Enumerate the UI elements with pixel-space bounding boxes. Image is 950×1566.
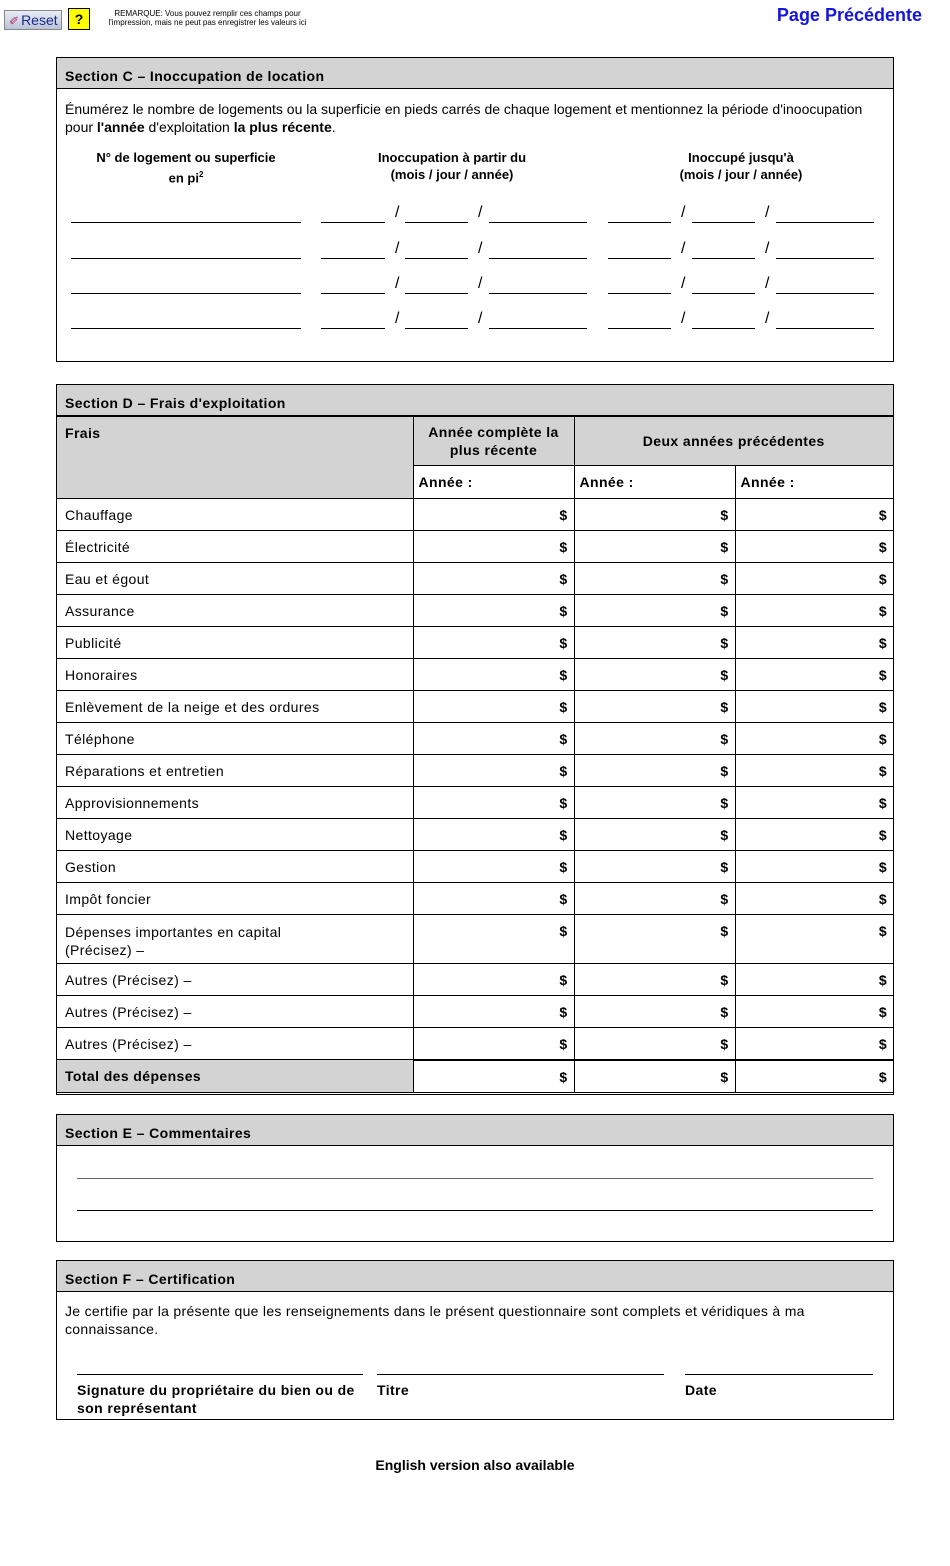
amount-field[interactable]: $ [574,659,735,691]
vacancy-row-2-field-3[interactable] [405,258,468,259]
amount-field[interactable]: $ [574,627,735,659]
expense-label: Téléphone [57,723,413,755]
amount-field[interactable]: $ [574,964,735,996]
other-expense-row [57,964,893,996]
expense-label: Approvisionnements [57,787,413,819]
vacancy-row-2-field-5[interactable] [608,258,671,259]
vacancy-row-3-field-4[interactable] [489,293,587,294]
comment-line-1[interactable] [77,1178,873,1179]
english-version-note: English version also available [375,1457,575,1473]
date-separator: / [395,240,400,257]
comment-line-2[interactable] [77,1210,873,1211]
expense-row [57,563,893,595]
amount-field[interactable]: $ [574,1060,735,1093]
vacancy-row-1-field-7[interactable] [776,222,874,223]
expense-label: Publicité [57,627,413,659]
expense-row [57,595,893,627]
date-separator: / [395,204,400,221]
date-separator: / [395,310,400,327]
vacancy-row-3-field-6[interactable] [692,293,755,294]
amount-field[interactable]: $ [413,563,574,595]
expense-label: Autres (Précisez) – [57,964,413,996]
previous-page-link[interactable]: Page Précédente [776,5,922,25]
vacancy-row-1-field-3[interactable] [405,222,468,223]
amount-field[interactable]: $ [574,531,735,563]
other-expense-row [57,996,893,1028]
section-d-title: Section D – Frais d'exploitation [57,385,893,416]
vacancy-row-3-field-1[interactable] [71,293,301,294]
amount-field[interactable]: $ [735,787,893,819]
amount-field[interactable]: $ [413,819,574,851]
expense-rows [57,499,893,1093]
amount-field[interactable]: $ [735,883,893,915]
amount-field[interactable]: $ [735,1028,893,1060]
amount-field[interactable]: $ [735,659,893,691]
expense-row [57,723,893,755]
amount-field[interactable]: $ [735,595,893,627]
amount-field[interactable]: $ [574,755,735,787]
expense-row [57,851,893,883]
date-label: Date [685,1382,717,1398]
amount-field[interactable]: $ [735,996,893,1028]
amount-field[interactable]: $ [574,723,735,755]
vacancy-row-4-field-1[interactable] [71,328,301,329]
expense-row [57,659,893,691]
date-separator: / [681,240,686,257]
expense-label: Honoraires [57,659,413,691]
expense-row [57,755,893,787]
amount-field[interactable]: $ [413,627,574,659]
expense-label: Enlèvement de la neige et des ordures [57,691,413,723]
date-separator: / [395,275,400,292]
expense-row [57,499,893,531]
signature-field[interactable] [77,1374,363,1375]
amount-field[interactable]: $ [574,595,735,627]
year-field-previous-1[interactable]: Année : [574,466,735,499]
total-label: Total des dépenses [57,1060,413,1093]
amount-field[interactable]: $ [735,563,893,595]
expense-row [57,819,893,851]
amount-field[interactable]: $ [574,563,735,595]
vacancy-row-1-field-2[interactable] [321,222,385,223]
date-separator: / [765,240,770,257]
amount-field[interactable]: $ [735,627,893,659]
remark-note: REMARQUE: Vous pouvez remplir ces champs pour l'impression, mais ne peut pas enregistrer les valeurs ici [108,9,307,27]
recent-year-header: Année complète la plus récente [413,417,574,466]
amount-field[interactable]: $ [735,755,893,787]
other-expense-row [57,1028,893,1060]
amount-field[interactable]: $ [735,915,893,964]
expense-label: Électricité [57,531,413,563]
amount-field[interactable]: $ [413,851,574,883]
expenses-table [57,416,893,1093]
year-field-recent[interactable]: Année : [413,466,574,499]
certification-text: Je certifie par la présente que les renseignements dans le présent questionnaire sont complets et véridiques à ma connaissance. [65,1303,805,1337]
vacancy-row-1-field-5[interactable] [608,222,671,223]
vacant-from-column-header: Inoccupation à partir du (mois / jour / année) [377,150,527,182]
expense-row [57,691,893,723]
vacancy-row-4-field-7[interactable] [776,328,874,329]
amount-field[interactable]: $ [735,723,893,755]
amount-field[interactable]: $ [413,787,574,819]
expense-label: Réparations et entretien [57,755,413,787]
vacancy-row-4-field-3[interactable] [405,328,468,329]
amount-field[interactable]: $ [574,819,735,851]
unit-column-header: N° de logement ou superficie en $pi^2$ [96,150,276,186]
date-separator: / [681,204,686,221]
amount-field[interactable]: $ [735,531,893,563]
date-separator: / [765,204,770,221]
date-separator: / [681,310,686,327]
amount-field[interactable]: $ [574,691,735,723]
amount-field[interactable]: $ [413,659,574,691]
amount-field[interactable]: $ [574,996,735,1028]
section-d [56,384,894,1095]
expense-row [57,627,893,659]
date-separator: / [478,204,483,221]
date-separator: / [765,275,770,292]
vacant-until-column-header: Inoccupé jusqu'à (mois / jour / année) [679,150,803,182]
expense-row [57,883,893,915]
vacancy-row-2-field-4[interactable] [489,258,587,259]
vacancy-row-1-field-6[interactable] [692,222,755,223]
vacancy-row-2-field-1[interactable] [71,258,301,259]
section-e [56,1114,894,1242]
vacancy-row-2-field-2[interactable] [321,258,385,259]
vacancy-row-2-field-6[interactable] [692,258,755,259]
date-separator: / [681,275,686,292]
date-separator: / [765,310,770,327]
year-field-previous-2[interactable]: Année : [735,466,893,499]
vacancy-row-4-field-4[interactable] [489,328,587,329]
vacancy-row-1-field-4[interactable] [489,222,587,223]
amount-field[interactable]: $ [574,787,735,819]
vacancy-row-3-field-2[interactable] [321,293,385,294]
amount-field[interactable]: $ [735,691,893,723]
expense-label: Nettoyage [57,819,413,851]
date-separator: / [478,275,483,292]
date-separator: / [478,240,483,257]
amount-field[interactable]: $ [413,499,574,531]
amount-field[interactable]: $ [735,499,893,531]
reset-button[interactable]: ✐ Reset [4,10,62,30]
brush-icon: ✐ [9,14,20,28]
vacancy-row-1-field-1[interactable] [71,222,301,223]
amount-field[interactable]: $ [413,723,574,755]
vacancy-row-3-field-7[interactable] [776,293,874,294]
expense-label: Gestion [57,851,413,883]
section-c-title: Section C – Inoccupation de location [57,58,893,89]
amount-field[interactable]: $ [574,499,735,531]
section-c [56,57,894,362]
expense-label: Assurance [57,595,413,627]
expense-label: Chauffage [57,499,413,531]
amount-field[interactable]: $ [413,755,574,787]
amount-field[interactable]: $ [735,1060,893,1093]
amount-field[interactable]: $ [413,1028,574,1060]
section-e-title: Section E – Commentaires [57,1115,893,1146]
amount-field[interactable]: $ [413,996,574,1028]
amount-field[interactable]: $ [413,691,574,723]
date-separator: / [478,310,483,327]
previous-years-header: Deux années précédentes [574,417,893,466]
toolbar [0,0,950,40]
date-field[interactable] [685,1374,873,1375]
section-f-title: Section F – Certification [57,1261,893,1292]
expense-label: Impôt foncier [57,883,413,915]
vacancy-row-4-field-6[interactable] [692,328,755,329]
signature-label: Signature du propriétaire du bien ou de son représentant [77,1382,355,1416]
amount-field[interactable]: $ [574,883,735,915]
amount-field[interactable]: $ [413,595,574,627]
expense-row [57,531,893,563]
vacancy-row-4-field-2[interactable] [321,328,385,329]
vacancy-row-3-field-3[interactable] [405,293,468,294]
amount-field[interactable]: $ [735,851,893,883]
capital-expense-row [57,915,893,964]
title-field[interactable] [377,1374,664,1375]
amount-field[interactable]: $ [413,964,574,996]
expense-label: Autres (Précisez) – [57,996,413,1028]
expense-label: Eau et égout [57,563,413,595]
vacancy-row-2-field-7[interactable] [776,258,874,259]
amount-field[interactable]: $ [574,1028,735,1060]
vacancy-row-4-field-5[interactable] [608,328,671,329]
frais-header: Frais [57,417,413,499]
amount-field[interactable]: $ [413,915,574,964]
amount-field[interactable]: $ [574,915,735,964]
total-row [57,1060,893,1093]
amount-field[interactable]: $ [735,964,893,996]
amount-field[interactable]: $ [574,851,735,883]
amount-field[interactable]: $ [413,1060,574,1093]
amount-field[interactable]: $ [413,531,574,563]
amount-field[interactable]: $ [735,819,893,851]
section-f [56,1260,894,1420]
expense-row [57,787,893,819]
amount-field[interactable]: $ [413,883,574,915]
expense-label: Autres (Précisez) – [57,1028,413,1060]
vacancy-row-3-field-5[interactable] [608,293,671,294]
title-label: Titre [377,1382,410,1398]
section-c-intro: Énumérez le nombre de logements ou la superficie en pieds carrés de chaque logement et mentionnez la période d'inoocupation pour l'année d'exploitation la plus récente. [65,101,863,135]
help-button[interactable]: ? [68,8,90,30]
expense-label: Dépenses importantes en capital (Précisez) – [57,915,413,964]
